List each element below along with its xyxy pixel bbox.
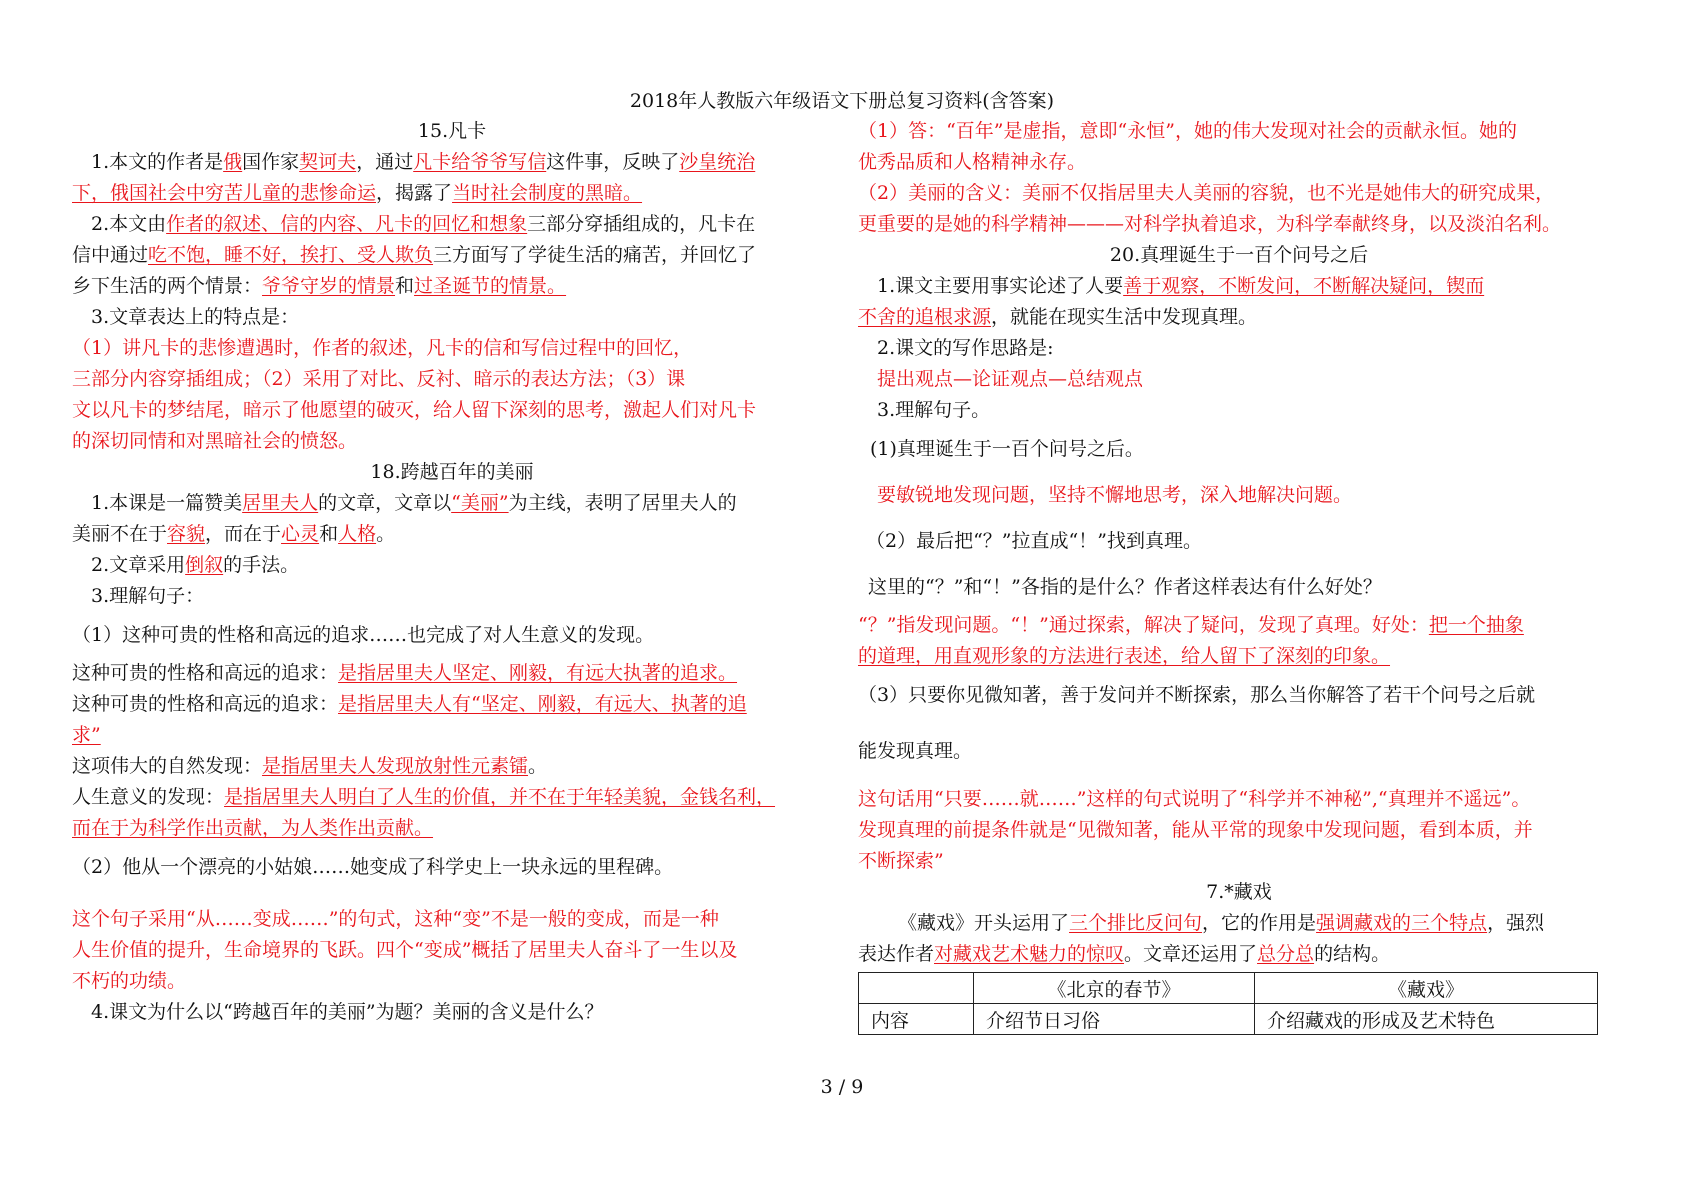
lesson-20-q2: 2.课文的写作思路是: bbox=[877, 337, 1054, 359]
table-header-row bbox=[859, 973, 1598, 1004]
table-header-cell: 《北京的春节》 bbox=[974, 973, 1255, 1004]
lesson-18-answer-5-line2: 人生价值的提升，生命境界的飞跃。四个“变成”概括了居里夫人奋斗了一生以及 bbox=[72, 939, 738, 961]
lesson-18-heading: 18.跨越百年的美丽 bbox=[370, 461, 534, 483]
lesson-20-q1-line2: 不舍的追根求源，就能在现实生活中发现真理。 bbox=[858, 306, 1258, 328]
lesson-18-answer-5-line3: 不朽的功绩。 bbox=[72, 970, 187, 992]
lesson-15-q3: 3.文章表达上的特点是： bbox=[91, 306, 300, 328]
lesson-18-answer-q4-line3: （2）美丽的含义：美丽不仅指居里夫人美丽的容貌，也不光是她伟大的研究成果， bbox=[858, 182, 1555, 204]
lesson-7-line2: 表达作者对藏戏艺术魅力的惊叹。文章还运用了总分总的结构。 bbox=[858, 943, 1391, 965]
lesson-18-answer-2-cont: 求” bbox=[72, 724, 101, 746]
lesson-18-q4: 4.课文为什么以“跨越百年的美丽”为题？美丽的含义是什么？ bbox=[91, 1001, 604, 1023]
lesson-18-sentence-1: （1）这种可贵的性格和高远的追求……也完成了对人生意义的发现。 bbox=[72, 624, 655, 646]
page-number: 3 / 9 bbox=[820, 1076, 864, 1098]
lesson-18-answer-3: 这项伟大的自然发现：是指居里夫人发现放射性元素镭。 bbox=[72, 755, 548, 777]
lesson-20-answer-3-line1: 这句话用“只要……就……”这样的句式说明了“科学并不神秘”,“真理并不遥远”。 bbox=[858, 788, 1531, 810]
lesson-18-q2: 2.文章采用倒叙的手法。 bbox=[91, 554, 300, 576]
table-header-cell: 《藏戏》 bbox=[1255, 973, 1598, 1004]
table-row bbox=[859, 1004, 1598, 1035]
lesson-20-question-2: 这里的“？”和“！”各指的是什么？作者这样表达有什么好处？ bbox=[868, 576, 1382, 598]
lesson-20-sentence-1: (1)真理诞生于一百个问号之后。 bbox=[870, 438, 1144, 460]
lesson-18-sentence-2: （2）他从一个漂亮的小姑娘……她变成了科学史上一块永远的里程碑。 bbox=[72, 856, 674, 878]
lesson-18-answer-5-line1: 这个句子采用“从……变成……”的句式，这种“变”不是一般的变成，而是一种 bbox=[72, 908, 719, 930]
table-cell: 内容 bbox=[859, 1004, 974, 1035]
left-column bbox=[72, 116, 832, 1028]
table-cell: 介绍藏戏的形成及艺术特色 bbox=[1255, 1004, 1598, 1035]
lesson-20-answer-2-line1: “？”指发现问题。“！”通过探索，解决了疑问，发现了真理。好处：把一个抽象 bbox=[858, 614, 1524, 636]
lesson-7-heading: 7.*藏戏 bbox=[1206, 881, 1272, 903]
lesson-18-answer-q4-line1: （1）答：“百年”是虚指，意即“永恒”，她的伟大发现对社会的贡献永恒。她的 bbox=[858, 120, 1517, 142]
lesson-15-q2-line2: 信中通过吃不饱，睡不好，挨打、受人欺负三方面写了学徒生活的痛苦，并回忆了 bbox=[72, 244, 757, 266]
table-header-cell bbox=[859, 973, 974, 1004]
lesson-18-answer-4: 人生意义的发现：是指居里夫人明白了人生的价值，并不在于年轻美貌，金钱名利， bbox=[72, 786, 776, 808]
document-title: 2018年人教版六年级语文下册总复习资料(含答案) bbox=[629, 90, 1055, 112]
lesson-15-answer-line3: 文以凡卡的梦结尾，暗示了他愿望的破灭，给人留下深刻的思考，激起人们对凡卡 bbox=[72, 399, 757, 421]
lesson-20-answer-3-line3: 不断探索” bbox=[858, 850, 944, 872]
lesson-15-q1-line1: 1.本文的作者是俄国作家契诃夫，通过凡卡给爷爷写信这件事，反映了沙皇统治 bbox=[91, 151, 756, 173]
lesson-18-answer-q4-line4: 更重要的是她的科学精神———对科学执着追求，为科学奉献终身，以及淡泊名利。 bbox=[858, 213, 1562, 235]
lesson-15-q2-line1: 2.本文由作者的叙述、信的内容、凡卡的回忆和想象三部分穿插组成的，凡卡在 bbox=[91, 213, 756, 235]
lesson-20-heading: 20.真理诞生于一百个问号之后 bbox=[1109, 244, 1369, 266]
lesson-18-answer-1: 这种可贵的性格和高远的追求：是指居里夫人坚定、刚毅，有远大执著的追求。 bbox=[72, 662, 738, 684]
lesson-20-sentence-3: （3）只要你见微知著，善于发问并不断探索，那么当你解答了若干个问号之后就 bbox=[858, 684, 1536, 706]
lesson-20-answer-3-line2: 发现真理的前提条件就是“见微知著，能从平常的现象中发现问题，看到本质，并 bbox=[858, 819, 1533, 841]
lesson-18-answer-4-cont: 而在于为科学作出贡献，为人类作出贡献。 bbox=[72, 817, 434, 839]
lesson-20-q3: 3.理解句子。 bbox=[877, 399, 991, 421]
lesson-7-line1: 《藏戏》开头运用了三个排比反问句，它的作用是强调藏戏的三个特点，强烈 bbox=[898, 912, 1545, 934]
lesson-20-q2-answer: 提出观点—论证观点—总结观点 bbox=[877, 368, 1144, 390]
table-cell: 介绍节日习俗 bbox=[974, 1004, 1255, 1035]
lesson-15-heading: 15.凡卡 bbox=[417, 120, 487, 142]
spacer bbox=[72, 890, 832, 904]
lesson-20-answer-2-line2: 的道理，用直观形象的方法进行表述，给人留下了深刻的印象。 bbox=[858, 645, 1391, 667]
lesson-15-answer-line4: 的深切同情和对黑暗社会的愤怒。 bbox=[72, 430, 358, 452]
lesson-18-q3: 3.理解句子： bbox=[91, 585, 205, 607]
lesson-15-answer-line1: （1）讲凡卡的悲惨遭遇时，作者的叙述，凡卡的信和写信过程中的回忆， bbox=[72, 337, 693, 359]
lesson-15-answer-line2: 三部分内容穿插组成；（2）采用了对比、反衬、暗示的表达方法；（3）课 bbox=[72, 368, 686, 390]
lesson-15-q2-line3: 乡下生活的两个情景：爷爷守岁的情景和过圣诞节的情景。 bbox=[72, 275, 567, 297]
lesson-15-q1-line2: 下，俄国社会中穷苦儿童的悲惨命运，揭露了当时社会制度的黑暗。 bbox=[72, 182, 643, 204]
lesson-18-q1-line2: 美丽不在于容貌，而在于心灵和人格。 bbox=[72, 523, 396, 545]
right-column bbox=[858, 116, 1620, 1035]
lesson-18-q1-line1: 1.本课是一篇赞美居里夫人的文章，文章以“美丽”为主线，表明了居里夫人的 bbox=[91, 492, 737, 514]
comparison-table bbox=[858, 972, 1598, 1035]
lesson-20-sentence-2: （2）最后把“？”拉直成“！”找到真理。 bbox=[866, 530, 1202, 552]
lesson-20-answer-1: 要敏锐地发现问题，坚持不懈地思考，深入地解决问题。 bbox=[877, 484, 1353, 506]
lesson-20-sentence-3-cont: 能发现真理。 bbox=[858, 740, 973, 762]
lesson-20-q1-line1: 1.课文主要用事实论述了人要善于观察，不断发问，不断解决疑问，锲而 bbox=[877, 275, 1485, 297]
lesson-18-answer-q4-line2: 优秀品质和人格精神永存。 bbox=[858, 151, 1087, 173]
lesson-18-answer-2: 这种可贵的性格和高远的追求：是指居里夫人有“坚定、刚毅，有远大、执著的追 bbox=[72, 693, 747, 715]
